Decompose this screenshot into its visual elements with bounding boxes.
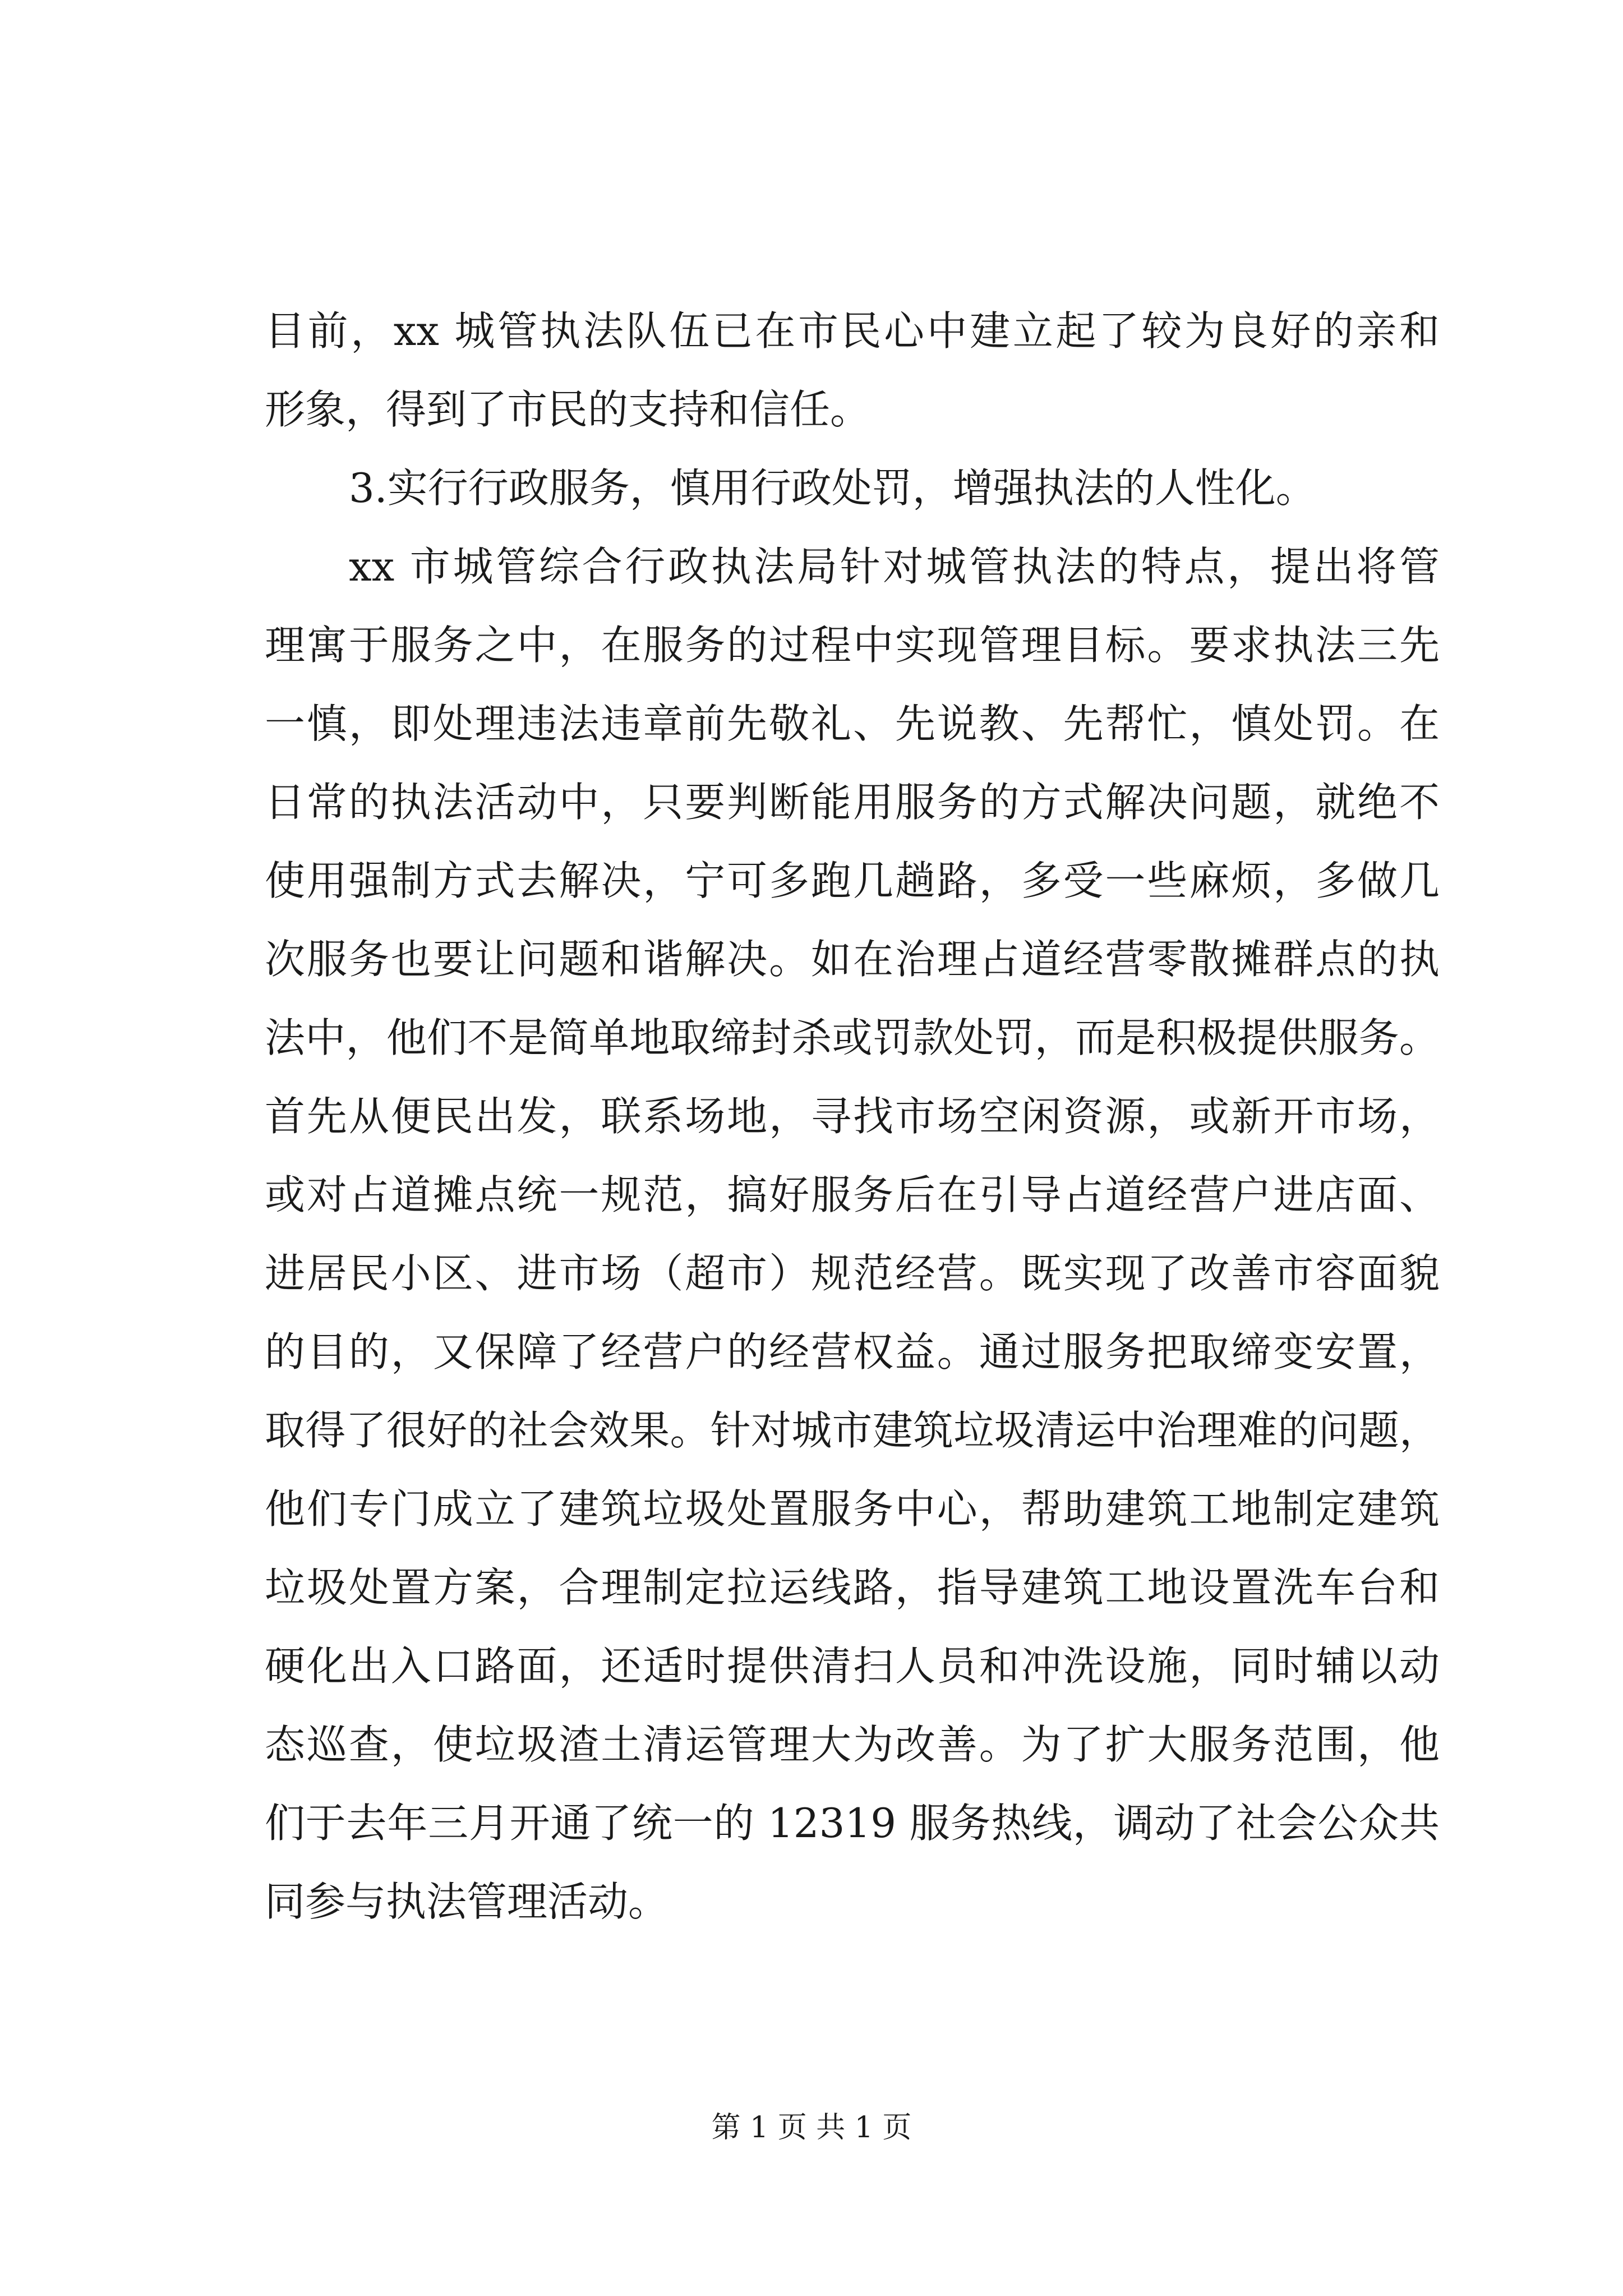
text-line: 取得了很好的社会效果。针对城市建筑垃圾清运中治理难的问题， (265, 1407, 1440, 1454)
page-number: 第 1 页 共 1 页 (711, 2111, 912, 2145)
text-line: xx 市城管综合行政执法局针对城管执法的特点，提出将管 (349, 543, 1440, 590)
text-line: 一慎，即处理违法违章前先敬礼、先说教、先帮忙，慎处罚。在 (265, 700, 1440, 747)
text-line: 形象，得到了市民的支持和信任。 (265, 386, 871, 433)
section-heading: 3.实行行政服务，慎用行政处罚，增强执法的人性化。 (349, 464, 1316, 512)
text-line: 理寓于服务之中，在服务的过程中实现管理目标。要求执法三先 (265, 622, 1440, 669)
body-text (265, 292, 1440, 1941)
text-line: 他们专门成立了建筑垃圾处置服务中心，帮助建筑工地制定建筑 (265, 1485, 1440, 1533)
text-line: 态巡查，使垃圾渣土清运管理大为改善。为了扩大服务范围，他 (265, 1721, 1440, 1768)
text-line: 们于去年三月开通了统一的 12319 服务热线，调动了社会公众共 (265, 1800, 1440, 1847)
text-line: 首先从便民出发，联系场地，寻找市场空闲资源，或新开市场， (265, 1093, 1440, 1140)
text-line: 使用强制方式去解决，宁可多跑几趟路，多受一些麻烦，多做几 (265, 857, 1440, 904)
text-line: 次服务也要让问题和谐解决。如在治理占道经营零散摊群点的执 (265, 936, 1440, 983)
text-line: 垃圾处置方案，合理制定拉运线路，指导建筑工地设置洗车台和 (265, 1564, 1440, 1611)
text-line: 的目的，又保障了经营户的经营权益。通过服务把取缔变安置， (265, 1328, 1440, 1375)
page-footer (0, 2108, 1623, 2147)
text-line: 或对占道摊点统一规范，搞好服务后在引导占道经营户进店面、 (265, 1171, 1440, 1218)
text-line: 进居民小区、进市场（超市）规范经营。既实现了改善市容面貌 (265, 1250, 1440, 1297)
text-line: 目前，xx 城管执法队伍已在市民心中建立起了较为良好的亲和 (265, 307, 1440, 355)
text-line: 硬化出入口路面，还适时提供清扫人员和冲洗设施，同时辅以动 (265, 1642, 1440, 1690)
text-line: 同参与执法管理活动。 (265, 1878, 669, 1925)
text-line: 日常的执法活动中，只要判断能用服务的方式解决问题，就绝不 (265, 779, 1440, 826)
text-line: 法中，他们不是简单地取缔封杀或罚款处罚，而是积极提供服务。 (265, 1014, 1440, 1061)
